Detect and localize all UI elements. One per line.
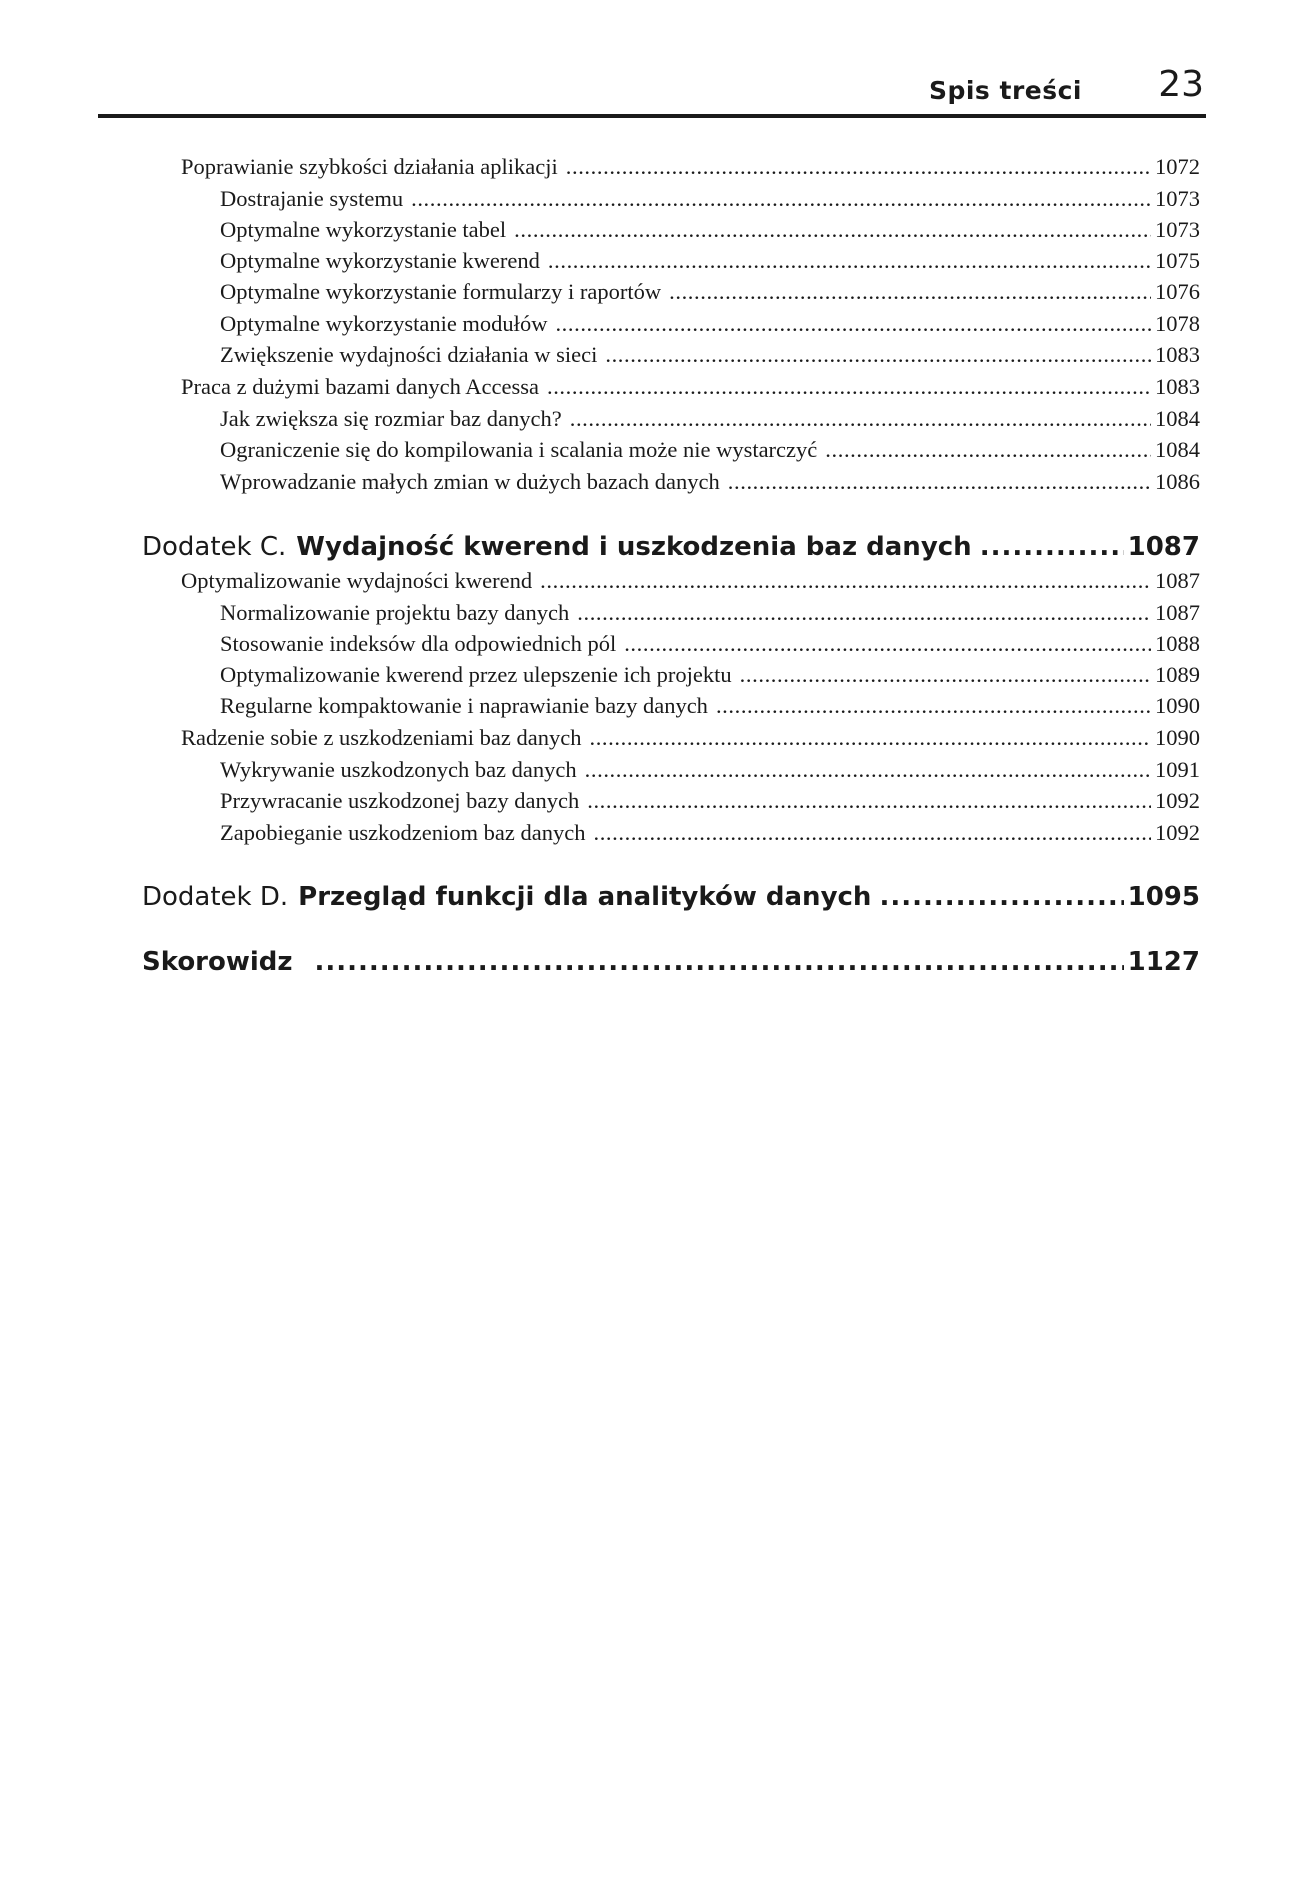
toc-entry-page: 1092 [1155, 820, 1200, 845]
dot-leader [624, 631, 1151, 657]
toc-entry-subsection [220, 600, 1200, 630]
toc-entry-page: 1072 [1155, 154, 1200, 179]
appendix-title: Wydajność kwerend i uszkodzenia baz danych [296, 532, 972, 562]
toc-entry-subsection [220, 693, 1200, 723]
toc-entry-page: 1083 [1155, 342, 1200, 367]
toc-entry-label: Praca z dużymi bazami danych Accessa [181, 374, 539, 399]
toc-entry-page: 1084 [1155, 437, 1200, 462]
toc-entry-appendix-d [142, 882, 1200, 918]
dot-leader [593, 820, 1151, 846]
toc-entry-page: 1087 [1155, 600, 1200, 625]
toc-entry-page: 1127 [1127, 947, 1200, 977]
toc-entry-subsection [220, 406, 1200, 436]
toc-entry-page: 1090 [1155, 693, 1200, 718]
dot-leader [411, 186, 1151, 212]
toc-entry-subsection [220, 248, 1200, 278]
toc-entry-index [142, 947, 1200, 983]
page-header [98, 62, 1206, 118]
toc-entry-page: 1084 [1155, 406, 1200, 431]
toc-entry-page: 1073 [1155, 217, 1200, 242]
dot-leader [514, 217, 1151, 243]
dot-leader [740, 662, 1151, 688]
toc-entry-label: Stosowanie indeksów dla odpowiednich pól [220, 631, 617, 656]
dot-leader [577, 600, 1151, 626]
toc-entry-label: Optymalne wykorzystanie formularzy i raportów [220, 279, 662, 304]
toc-entry-page: 1087 [1127, 532, 1200, 562]
toc-entry-subsection [220, 342, 1200, 372]
dot-leader [587, 788, 1151, 814]
toc-entry-label: Zwiększenie wydajności działania w sieci [220, 342, 598, 367]
dot-leader [669, 279, 1151, 305]
toc-entry-label: Regularne kompaktowanie i naprawianie bazy danych [220, 693, 708, 718]
toc-entry-label: Dostrajanie systemu [220, 186, 404, 211]
toc-entry-subsection [220, 311, 1200, 341]
toc-entry-label: Ograniczenie się do kompilowania i scalania może nie wystarczyć [220, 437, 818, 462]
toc-entry-appendix-c [142, 532, 1200, 568]
toc-entry-page: 1076 [1155, 279, 1200, 304]
running-head-title: Spis treści [928, 76, 1082, 105]
toc-entry-label: Optymalizowanie kwerend przez ulepszenie ich projektu [220, 662, 732, 687]
dot-leader [605, 342, 1151, 368]
appendix-title: Przegląd funkcji dla analityków danych [298, 882, 872, 912]
toc-entry-label: Optymalne wykorzystanie kwerend [220, 248, 540, 273]
toc-entry-subsection [220, 631, 1200, 661]
dot-leader [585, 757, 1151, 783]
dot-leader [570, 406, 1151, 432]
dot-leader [825, 437, 1151, 463]
dot-leader [589, 725, 1151, 751]
dot-leader [728, 469, 1151, 495]
toc-entry-section [181, 374, 1200, 404]
toc-entry-subsection [220, 757, 1200, 787]
dot-leader [547, 374, 1151, 400]
toc-entry-subsection [220, 279, 1200, 309]
toc-entry-label: Wprowadzanie małych zmian w dużych bazach danych [220, 469, 720, 494]
toc-entry-label: Poprawianie szybkości działania aplikacji [181, 154, 558, 179]
toc-entry-page: 1091 [1155, 757, 1200, 782]
toc-entry-section [181, 568, 1200, 598]
toc-entry-page: 1089 [1155, 662, 1200, 687]
toc-entry-page: 1073 [1155, 186, 1200, 211]
toc-entry-label: Zapobieganie uszkodzeniom baz danych [220, 820, 586, 845]
toc-entry-label: Jak zwiększa się rozmiar baz danych? [220, 406, 562, 431]
toc-entry-label: Optymalne wykorzystanie tabel [220, 217, 507, 242]
toc-entry-page: 1090 [1155, 725, 1200, 750]
toc-entry-section [181, 154, 1200, 184]
appendix-prefix: Dodatek D. [142, 882, 289, 912]
index-title: Skorowidz [142, 947, 293, 977]
toc-entry-page: 1075 [1155, 248, 1200, 273]
dot-leader [540, 568, 1151, 594]
appendix-prefix: Dodatek C. [142, 532, 287, 562]
toc-entry-page: 1083 [1155, 374, 1200, 399]
dot-leader [555, 311, 1151, 337]
dot-leader [879, 882, 1123, 912]
page-number: 23 [1158, 64, 1204, 105]
dot-leader [548, 248, 1151, 274]
toc-entry-subsection [220, 820, 1200, 850]
toc-entry-label: Przywracanie uszkodzonej bazy danych [220, 788, 580, 813]
toc-entry-page: 1086 [1155, 469, 1200, 494]
toc-entry-label: Radzenie sobie z uszkodzeniami baz danych [181, 725, 582, 750]
dot-leader [980, 532, 1124, 562]
toc-entry-subsection [220, 469, 1200, 499]
dot-leader [315, 947, 1124, 977]
dot-leader [566, 154, 1151, 180]
toc-entry-subsection [220, 662, 1200, 692]
toc-entry-subsection [220, 186, 1200, 216]
toc-entry-label: Wykrywanie uszkodzonych baz danych [220, 757, 577, 782]
toc-entry-page: 1092 [1155, 788, 1200, 813]
toc-entry-page: 1078 [1155, 311, 1200, 336]
toc-entry-subsection [220, 437, 1200, 467]
toc-entry-subsection [220, 217, 1200, 247]
dot-leader [716, 693, 1151, 719]
toc-entry-page: 1087 [1155, 568, 1200, 593]
toc-entry-label: Optymalne wykorzystanie modułów [220, 311, 548, 336]
toc-entry-label: Normalizowanie projektu bazy danych [220, 600, 570, 625]
toc-entry-subsection [220, 788, 1200, 818]
toc-entry-section [181, 725, 1200, 755]
toc-entry-page: 1088 [1155, 631, 1200, 656]
toc-entry-page: 1095 [1127, 882, 1200, 912]
toc-entry-label: Optymalizowanie wydajności kwerend [181, 568, 533, 593]
